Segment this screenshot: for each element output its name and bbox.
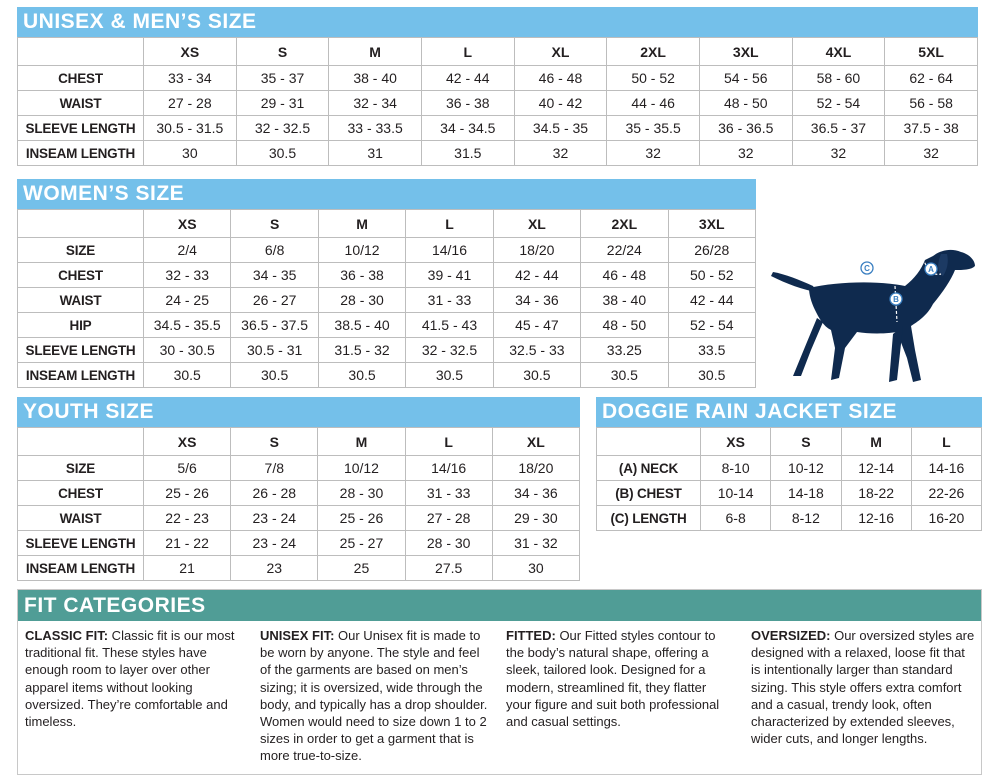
table-cell: 50 - 52 [607, 66, 700, 91]
table-cell: 34.5 - 35.5 [144, 313, 231, 338]
table-row [18, 456, 580, 481]
size-header: S [231, 428, 318, 456]
table-cell: 32.5 - 33 [493, 338, 580, 363]
table-cell: 30.5 [231, 363, 318, 388]
table-row [18, 91, 978, 116]
table-cell: 22-26 [911, 481, 981, 506]
table-row [597, 456, 982, 481]
row-label: INSEAM LENGTH [18, 363, 144, 388]
table-cell: 14/16 [406, 238, 493, 263]
table-cell: 14/16 [405, 456, 492, 481]
table-cell: 46 - 48 [581, 263, 668, 288]
table-row [18, 481, 580, 506]
row-label: HIP [18, 313, 144, 338]
table-cell: 38 - 40 [581, 288, 668, 313]
size-header: 3XL [699, 38, 792, 66]
table-cell: 30.5 [406, 363, 493, 388]
table-cell: 25 - 26 [144, 481, 231, 506]
row-label: WAIST [18, 91, 144, 116]
table-cell: 62 - 64 [885, 66, 978, 91]
unisex-header-row [18, 38, 978, 66]
table-cell: 18/20 [493, 238, 580, 263]
size-header: 2XL [607, 38, 700, 66]
table-cell: 32 [699, 141, 792, 166]
size-header: S [231, 210, 318, 238]
table-cell: 7/8 [231, 456, 318, 481]
doggie-header-row [597, 428, 982, 456]
table-row [18, 506, 580, 531]
table-row [18, 116, 978, 141]
size-header: L [421, 38, 514, 66]
size-header: XS [144, 210, 231, 238]
table-cell: 32 - 33 [144, 263, 231, 288]
women-size-title: WOMEN’S SIZE [17, 179, 756, 209]
table-cell: 30.5 [581, 363, 668, 388]
row-label: SLEEVE LENGTH [18, 116, 144, 141]
table-cell: 30 [492, 556, 579, 581]
doggie-size-title: DOGGIE RAIN JACKET SIZE [596, 397, 982, 427]
table-cell: 32 [607, 141, 700, 166]
table-cell: 34.5 - 35 [514, 116, 607, 141]
table-cell: 10/12 [318, 456, 405, 481]
table-cell: 5/6 [144, 456, 231, 481]
table-cell: 42 - 44 [668, 288, 755, 313]
table-cell: 27 - 28 [144, 91, 237, 116]
table-cell: 37.5 - 38 [885, 116, 978, 141]
table-cell: 18/20 [492, 456, 579, 481]
table-cell: 29 - 30 [492, 506, 579, 531]
unisex-size-title: UNISEX & MEN’S SIZE [17, 7, 978, 37]
table-cell: 32 [885, 141, 978, 166]
table-cell: 36 - 38 [318, 263, 405, 288]
fit-classic [25, 627, 243, 730]
table-cell: 42 - 44 [493, 263, 580, 288]
fit-unisex-text: Our Unisex fit is made to be worn by anyone. The style and feel of the garments are based on men’s sizing; it is oversized, wide through the body, and typically has a drop shoulder. Women would need to size down 1 to 2 sizes in order to get a garment that is more true-to-size. [260, 628, 488, 764]
corner-cell [597, 428, 701, 456]
table-cell: 48 - 50 [699, 91, 792, 116]
size-header: XL [492, 428, 579, 456]
table-cell: 26 - 27 [231, 288, 318, 313]
table-cell: 34 - 34.5 [421, 116, 514, 141]
table-cell: 14-16 [911, 456, 981, 481]
table-cell: 40 - 42 [514, 91, 607, 116]
table-cell: 31 - 32 [492, 531, 579, 556]
row-label: (A) NECK [597, 456, 701, 481]
unisex-size-table [17, 37, 978, 166]
size-header: M [318, 210, 405, 238]
table-cell: 10-14 [701, 481, 771, 506]
table-row [18, 363, 756, 388]
fit-unisex-name: UNISEX FIT: [260, 628, 335, 643]
table-cell: 33 - 33.5 [329, 116, 422, 141]
table-cell: 36 - 38 [421, 91, 514, 116]
table-cell: 58 - 60 [792, 66, 885, 91]
table-cell: 23 [231, 556, 318, 581]
size-header: XS [701, 428, 771, 456]
fit-classic-text: Classic fit is our most traditional fit. These styles have enough room to layer over other apparel items without looking oversized. They’re comfortable and timeless. [25, 628, 235, 730]
table-cell: 31.5 [421, 141, 514, 166]
table-cell: 2/4 [144, 238, 231, 263]
row-label: WAIST [18, 288, 144, 313]
size-header: XS [144, 38, 237, 66]
size-header: M [841, 428, 911, 456]
table-cell: 6-8 [701, 506, 771, 531]
size-header: 2XL [581, 210, 668, 238]
table-cell: 29 - 31 [236, 91, 329, 116]
table-row [18, 288, 756, 313]
size-header: XL [493, 210, 580, 238]
table-cell: 31 - 33 [405, 481, 492, 506]
table-cell: 32 - 34 [329, 91, 422, 116]
marker-a [925, 263, 937, 275]
table-cell: 30.5 [144, 363, 231, 388]
table-cell: 8-10 [701, 456, 771, 481]
dog-measurement-diagram [765, 230, 980, 390]
table-cell: 10-12 [771, 456, 841, 481]
table-cell: 18-22 [841, 481, 911, 506]
youth-size-title: YOUTH SIZE [17, 397, 580, 427]
table-cell: 30.5 [668, 363, 755, 388]
fit-oversized-name: OVERSIZED: [751, 628, 831, 643]
row-label: INSEAM LENGTH [18, 556, 144, 581]
table-cell: 25 [318, 556, 405, 581]
row-label: SIZE [18, 238, 144, 263]
fit-oversized-text: Our oversized styles are designed with a relaxed, loose fit that is intentionally larger than standard sizing. This style offers extra comfort and a casual, trendy look, often characterized by extended sleeves, wider cuts, and longer lengths. [751, 628, 975, 747]
marker-c-label: C [864, 264, 870, 273]
fit-unisex [260, 627, 488, 765]
women-header-row [18, 210, 756, 238]
fit-categories-title: FIT CATEGORIES [18, 590, 981, 621]
row-label: INSEAM LENGTH [18, 141, 144, 166]
table-cell: 32 - 32.5 [236, 116, 329, 141]
table-cell: 28 - 30 [318, 481, 405, 506]
table-cell: 48 - 50 [581, 313, 668, 338]
size-header: XL [514, 38, 607, 66]
table-cell: 38.5 - 40 [318, 313, 405, 338]
table-cell: 30.5 - 31.5 [144, 116, 237, 141]
table-row [18, 556, 580, 581]
table-cell: 42 - 44 [421, 66, 514, 91]
table-cell: 22 - 23 [144, 506, 231, 531]
row-label: WAIST [18, 506, 144, 531]
table-cell: 24 - 25 [144, 288, 231, 313]
table-cell: 22/24 [581, 238, 668, 263]
row-label: SLEEVE LENGTH [18, 531, 144, 556]
table-cell: 30 - 30.5 [144, 338, 231, 363]
row-label: CHEST [18, 481, 144, 506]
table-cell: 33.25 [581, 338, 668, 363]
marker-b-label: B [893, 295, 899, 304]
fit-categories-section [17, 589, 982, 775]
size-header: M [318, 428, 405, 456]
table-cell: 33 - 34 [144, 66, 237, 91]
table-cell: 36 - 36.5 [699, 116, 792, 141]
fit-classic-name: CLASSIC FIT: [25, 628, 109, 643]
size-header: XS [144, 428, 231, 456]
table-row [18, 141, 978, 166]
table-cell: 45 - 47 [493, 313, 580, 338]
table-cell: 36.5 - 37.5 [231, 313, 318, 338]
table-cell: 32 [514, 141, 607, 166]
table-cell: 34 - 35 [231, 263, 318, 288]
table-cell: 44 - 46 [607, 91, 700, 116]
table-cell: 56 - 58 [885, 91, 978, 116]
table-cell: 23 - 24 [231, 531, 318, 556]
size-header: 4XL [792, 38, 885, 66]
size-header: L [406, 210, 493, 238]
table-cell: 32 - 32.5 [406, 338, 493, 363]
table-cell: 6/8 [231, 238, 318, 263]
table-row [18, 338, 756, 363]
marker-b [890, 293, 902, 305]
table-cell: 12-14 [841, 456, 911, 481]
table-cell: 31.5 - 32 [318, 338, 405, 363]
table-cell: 28 - 30 [405, 531, 492, 556]
row-label: SLEEVE LENGTH [18, 338, 144, 363]
size-header: 3XL [668, 210, 755, 238]
size-header: 5XL [885, 38, 978, 66]
table-cell: 25 - 26 [318, 506, 405, 531]
table-cell: 31 [329, 141, 422, 166]
table-cell: 30.5 [236, 141, 329, 166]
table-cell: 46 - 48 [514, 66, 607, 91]
women-size-table [17, 209, 756, 388]
marker-c [861, 262, 873, 274]
size-header: S [771, 428, 841, 456]
table-cell: 30 [144, 141, 237, 166]
table-cell: 27 - 28 [405, 506, 492, 531]
size-header: L [405, 428, 492, 456]
table-row [18, 66, 978, 91]
table-cell: 39 - 41 [406, 263, 493, 288]
table-cell: 32 [792, 141, 885, 166]
row-label: CHEST [18, 263, 144, 288]
table-row [597, 506, 982, 531]
table-cell: 26/28 [668, 238, 755, 263]
table-cell: 26 - 28 [231, 481, 318, 506]
table-cell: 23 - 24 [231, 506, 318, 531]
table-cell: 33.5 [668, 338, 755, 363]
youth-size-table [17, 427, 580, 581]
table-cell: 35 - 37 [236, 66, 329, 91]
table-cell: 30.5 [493, 363, 580, 388]
table-cell: 27.5 [405, 556, 492, 581]
fit-oversized [751, 627, 976, 747]
table-row [597, 481, 982, 506]
table-cell: 30.5 - 31 [231, 338, 318, 363]
corner-cell [18, 210, 144, 238]
table-cell: 21 - 22 [144, 531, 231, 556]
marker-a-label: A [928, 265, 934, 274]
youth-header-row [18, 428, 580, 456]
table-cell: 31 - 33 [406, 288, 493, 313]
table-cell: 25 - 27 [318, 531, 405, 556]
table-row [18, 313, 756, 338]
corner-cell [18, 38, 144, 66]
table-cell: 14-18 [771, 481, 841, 506]
table-cell: 8-12 [771, 506, 841, 531]
size-header: L [911, 428, 981, 456]
table-cell: 28 - 30 [318, 288, 405, 313]
fit-fitted-text: Our Fitted styles contour to the body’s natural shape, offering a sleek, tailored look. Designed for a modern, streamlined fit, they flatter your figure and suit both professional and casual settings. [506, 628, 720, 730]
table-row [18, 531, 580, 556]
row-label: (C) LENGTH [597, 506, 701, 531]
fit-fitted [506, 627, 734, 730]
size-header: S [236, 38, 329, 66]
table-cell: 52 - 54 [792, 91, 885, 116]
table-cell: 35 - 35.5 [607, 116, 700, 141]
size-header: M [329, 38, 422, 66]
table-cell: 38 - 40 [329, 66, 422, 91]
fit-fitted-name: FITTED: [506, 628, 556, 643]
table-cell: 10/12 [318, 238, 405, 263]
row-label: CHEST [18, 66, 144, 91]
table-cell: 54 - 56 [699, 66, 792, 91]
table-row [18, 263, 756, 288]
table-row [18, 238, 756, 263]
table-cell: 41.5 - 43 [406, 313, 493, 338]
table-cell: 16-20 [911, 506, 981, 531]
table-cell: 36.5 - 37 [792, 116, 885, 141]
table-cell: 52 - 54 [668, 313, 755, 338]
row-label: (B) CHEST [597, 481, 701, 506]
row-label: SIZE [18, 456, 144, 481]
table-cell: 34 - 36 [493, 288, 580, 313]
table-cell: 34 - 36 [492, 481, 579, 506]
corner-cell [18, 428, 144, 456]
table-cell: 21 [144, 556, 231, 581]
table-cell: 50 - 52 [668, 263, 755, 288]
table-cell: 12-16 [841, 506, 911, 531]
doggie-size-table [596, 427, 982, 531]
table-cell: 30.5 [318, 363, 405, 388]
